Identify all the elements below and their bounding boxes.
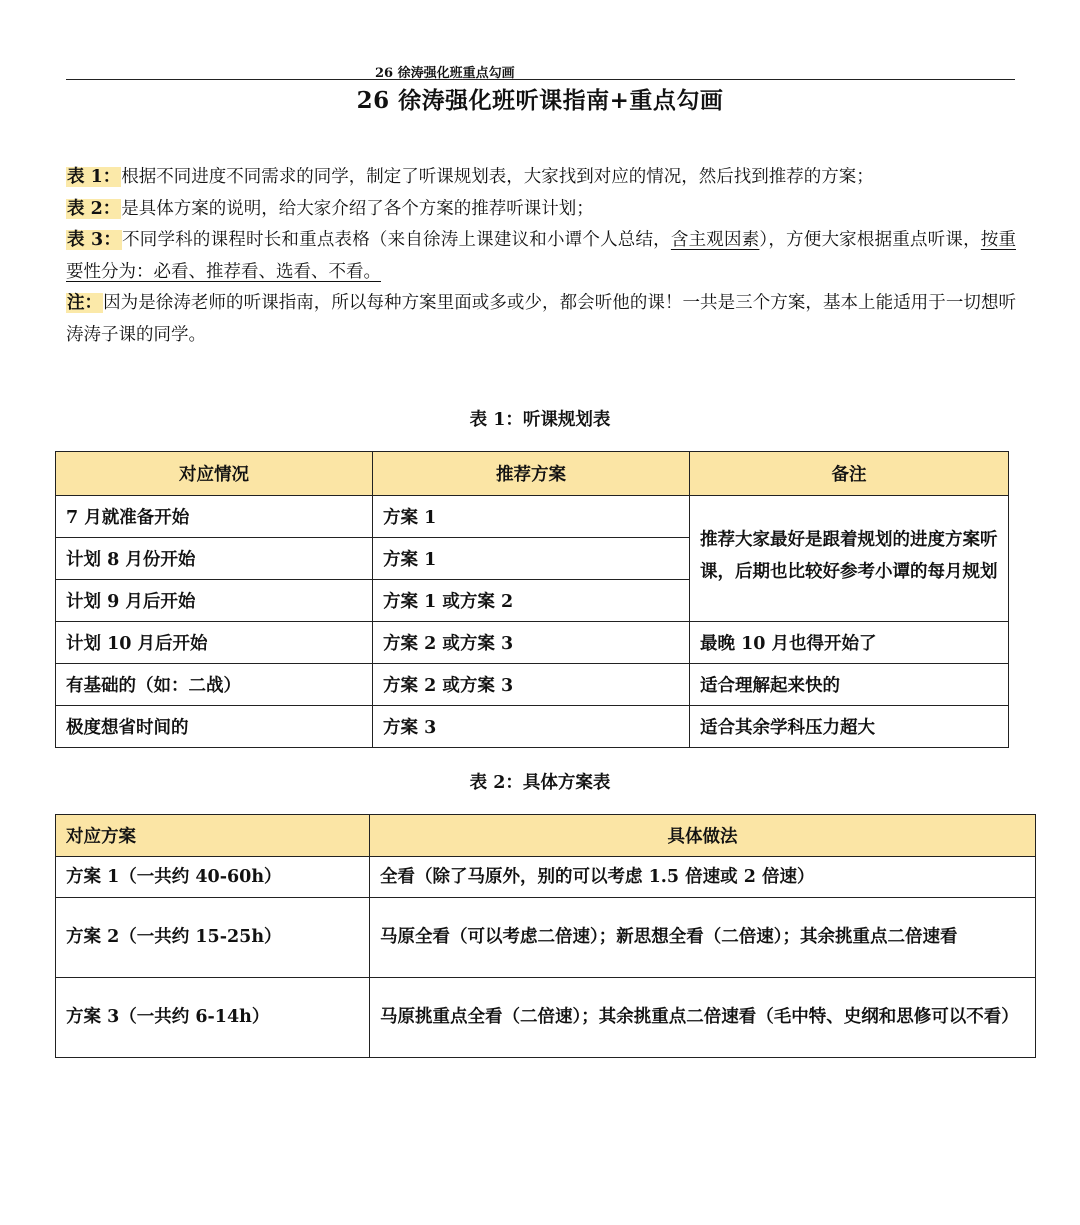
table-cell: 方案 2 或方案 3 (373, 622, 690, 664)
plan-table (55, 451, 1009, 748)
underlined-subjective: 含主观因素 (670, 230, 760, 250)
table-cell: 方案 1 (373, 538, 690, 580)
table-cell: 7 月就准备开始 (56, 496, 373, 538)
table-cell: 方案 3 (373, 706, 690, 748)
table-cell: 方案 3（一共约 6-14h） (56, 978, 370, 1058)
table-cell: 马原挑重点全看（二倍速）；其余挑重点二倍速看（毛中特、史纲和思修可以不看） (370, 978, 1036, 1058)
running-header: 26 徐涛强化班重点勾画 (375, 66, 515, 81)
intro-text-4: 因为是徐涛老师的听课指南，所以每种方案里面或多或少，都会听他的课！一共是三个方案，基本上能适用于一切想听涛涛子课的同学。 (66, 293, 1017, 345)
table-header-cell: 对应方案 (56, 815, 370, 857)
table-header-row (56, 815, 1036, 857)
table-row (56, 622, 1009, 664)
table-row (56, 496, 1009, 538)
table-cell: 适合理解起来快的 (690, 664, 1009, 706)
intro-text-3b: ），方便大家根据重点听课， (759, 230, 981, 250)
table-row (56, 664, 1009, 706)
table-row (56, 898, 1036, 978)
table-cell: 方案 1 (373, 496, 690, 538)
table-cell: 适合其余学科压力超大 (690, 706, 1009, 748)
table-cell: 计划 10 月后开始 (56, 622, 373, 664)
table-cell: 计划 9 月后开始 (56, 580, 373, 622)
intro-text-1: 根据不同进度不同需求的同学，制定了听课规划表，大家找到对应的情况，然后找到推荐的方案； (121, 167, 874, 187)
intro-section (66, 162, 1016, 351)
highlight-label-note: 注： (67, 293, 103, 313)
intro-paragraph-1 (66, 162, 1016, 194)
table1-caption: 表 1：听课规划表 (469, 410, 611, 430)
page-title: 26 徐涛强化班听课指南+重点勾画 (356, 87, 724, 114)
underlined-importance: 按重要性分为：必看、推荐看、选看、不看。 (66, 230, 1016, 282)
table2-caption: 表 2：具体方案表 (469, 773, 611, 793)
highlight-label-table1: 表 1： (67, 167, 121, 187)
table-cell: 方案 1 或方案 2 (373, 580, 690, 622)
table-header-cell: 对应情况 (56, 452, 373, 496)
highlight-label-table3: 表 3： (67, 230, 122, 250)
table-cell: 方案 2 或方案 3 (373, 664, 690, 706)
table-cell: 计划 8 月份开始 (56, 538, 373, 580)
intro-text-2: 是具体方案的说明，给大家介绍了各个方案的推荐听课计划； (121, 198, 594, 219)
table-header-cell: 备注 (690, 452, 1009, 496)
table-cell: 最晚 10 月也得开始了 (690, 622, 1009, 664)
table-cell: 极度想省时间的 (56, 706, 373, 748)
merged-note-cell: 推荐大家最好是跟着规划的进度方案听课，后期也比较好参考小谭的每月规划 (690, 496, 1009, 622)
intro-paragraph-4 (66, 288, 1016, 351)
table-header-cell: 具体做法 (370, 815, 1036, 857)
scheme-table (55, 814, 1036, 1058)
table-cell: 方案 1（一共约 40-60h） (56, 857, 370, 898)
intro-paragraph-2 (66, 194, 1016, 226)
table-row (56, 978, 1036, 1058)
table-row (56, 857, 1036, 898)
highlight-label-table2: 表 2： (67, 198, 121, 219)
intro-text-3a: 不同学科的课程时长和重点表格（来自徐涛上课建议和小谭个人总结， (122, 230, 671, 250)
table-cell: 马原全看（可以考虑二倍速）；新思想全看（二倍速）；其余挑重点二倍速看 (370, 898, 1036, 978)
header-rule (66, 79, 1015, 80)
table-row (56, 706, 1009, 748)
intro-paragraph-3 (66, 225, 1016, 288)
table-header-cell: 推荐方案 (373, 452, 690, 496)
table-cell: 方案 2（一共约 15-25h） (56, 898, 370, 978)
table-cell: 有基础的（如：二战） (56, 664, 373, 706)
table-header-row (56, 452, 1009, 496)
table-cell: 全看（除了马原外，别的可以考虑 1.5 倍速或 2 倍速） (370, 857, 1036, 898)
